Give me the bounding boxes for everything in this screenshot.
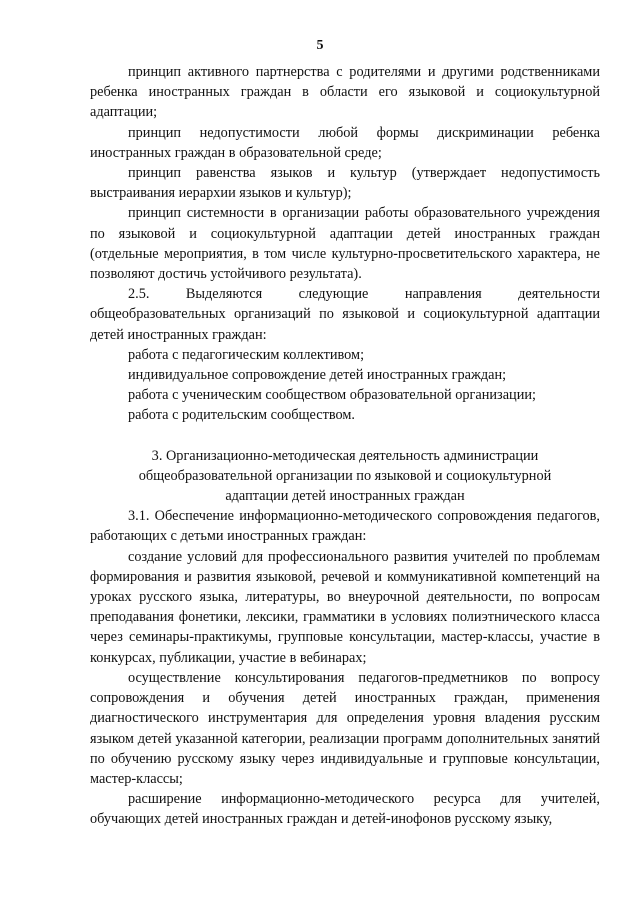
principle-equality-paragraph: принцип равенства языков и культур (утверждает недопустимость выстраивания иерархии языков и культур);	[90, 165, 600, 202]
direction-item: работа с ученическим сообществом образовательной организации;	[128, 387, 536, 404]
list-item-paragraph: расширение информационно-методического ресурса для учителей, обучающих детей иностранных граждан и детей-инофонов русскому языку,	[90, 791, 600, 828]
clause-3-1-paragraph: 3.1. Обеспечение информационно-методического сопровождения педагогов, работающих с детьми иностранных граждан:	[90, 508, 600, 545]
principle-partnership-paragraph: принцип активного партнерства с родителями и другими родственниками ребенка иностранных граждан в области его языковой и социокультурной адаптации;	[90, 64, 600, 121]
direction-item: работа с родительским сообществом.	[128, 407, 355, 424]
list-item-paragraph: осуществление консультирования педагогов-предметников по вопросу сопровождения и обучения детей иностранных граждан, применения диагностического инструментария для определения уровня владения русским языком детей указанной категории, реализации программ дополнительных занятий по обучению русскому языку через индивидуальные и групповые консультации, мастер-классы;	[90, 669, 600, 787]
clause-2-5-paragraph: 2.5. Выделяются следующие направления деятельности общеобразовательных организаций по языковой и социокультурной адаптации детей иностранных граждан:	[90, 286, 600, 343]
principle-non-discrimination-paragraph: принцип недопустимости любой формы дискриминации ребенка иностранных граждан в образовательной среде;	[90, 124, 600, 161]
direction-item: индивидуальное сопровождение детей иностранных граждан;	[128, 367, 507, 384]
principle-systemic-paragraph: принцип системности в организации работы образовательного учреждения по языковой и социокультурной адаптации детей иностранных граждан (отдельные мероприятия, в том числе культурно-просветительского характера, не позволяют достичь устойчивого результата).	[90, 205, 600, 283]
direction-item: работа с педагогическим коллективом;	[128, 346, 365, 363]
section-3-heading: 3. Организационно-методическая деятельность администрации общеобразовательной организации по языковой и социокультурной адаптации детей иностранных граждан	[138, 447, 552, 505]
list-item-paragraph: создание условий для профессионального развития учителей по проблемам формирования и развития языковой, речевой и коммуникативной компетенций на уроках русского языка, литературы, во внеурочной деятельности, по вопросам преподавания фонетики, лексики, грамматики в условиях полиэтнического класса через семинары-практикумы, групповые консультации, мастер-классы, участие в конкурсах, публикации, участие в вебинарах;	[90, 548, 600, 666]
page-number: 5	[316, 38, 324, 53]
document-body	[90, 62, 600, 830]
